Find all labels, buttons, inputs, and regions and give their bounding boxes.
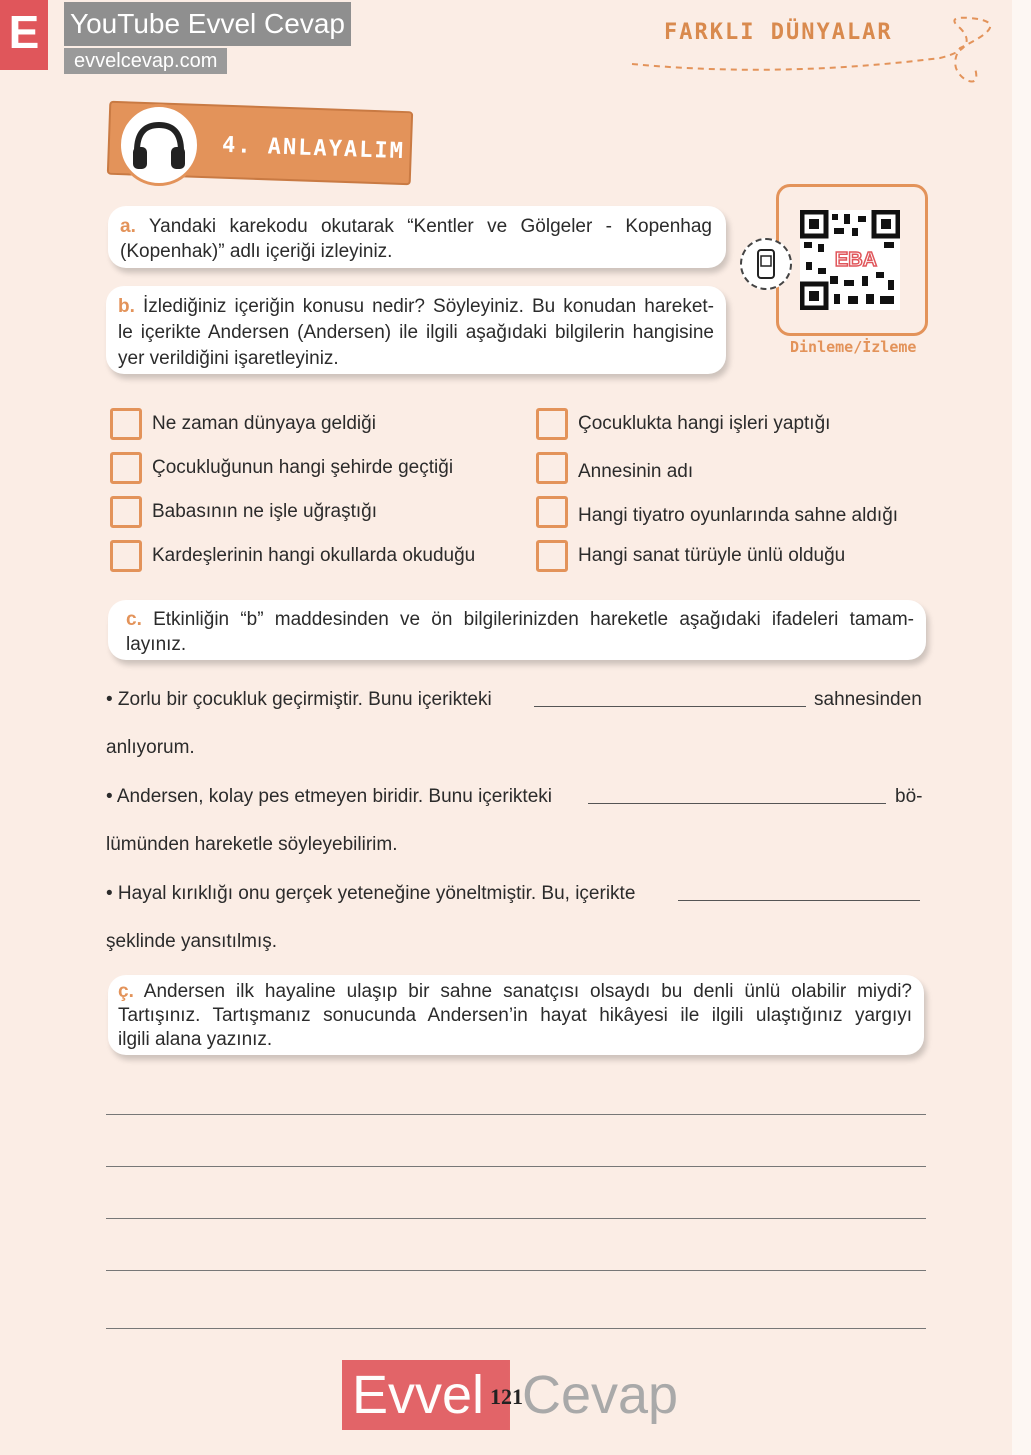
sentence-text: bö-: [895, 786, 923, 807]
instruction-text: ilgili alana yazınız.: [118, 1029, 273, 1050]
section-title: 4. ANLAYALIM: [221, 132, 406, 165]
instruction-text: Etkinliğin “b” maddesinden ve ön bilgilerinizden hareketle aşağıdaki ifadeleri tamam-: [153, 609, 915, 630]
watermark-url: evvelcevap.com: [64, 48, 227, 74]
checkbox[interactable]: [110, 496, 142, 528]
answer-line[interactable]: [106, 1270, 926, 1271]
instruction-text: Tartışınız. Tartışmanız sonucunda Andersen’in hayat hikâyesi ile ilgili ulaştığınız yargıyı: [118, 1005, 912, 1026]
watermark-title: YouTube Evvel Cevap: [64, 2, 351, 46]
checkbox-label: Çocuklukta hangi işleri yaptığı: [578, 413, 831, 434]
sentence-text: sahnesinden: [814, 689, 922, 710]
answer-line[interactable]: [106, 1166, 926, 1167]
eba-logo: EBA: [834, 249, 878, 271]
instruction-text: İzlediğiniz içeriğin konusu nedir? Söyleyiniz. Bu konudan hareket-: [142, 296, 714, 317]
answer-blank[interactable]: [678, 900, 920, 901]
watermark-bottom-right: Cevap: [522, 1365, 679, 1425]
checkbox[interactable]: [536, 452, 568, 484]
instruction-text: Yandaki karekodu okutarak “Kentler ve Gölgeler - Kopenhag: [148, 216, 712, 237]
answer-line[interactable]: [106, 1328, 926, 1329]
checkbox[interactable]: [110, 408, 142, 440]
headphones-icon: [118, 104, 200, 186]
page-number: 121: [490, 1384, 523, 1409]
item-letter: ç.: [118, 981, 134, 1002]
checkbox-label: Babasının ne işle uğraştığı: [152, 501, 377, 522]
answer-blank[interactable]: [588, 803, 886, 804]
item-letter: b.: [118, 296, 135, 317]
instruction-text: le içerikte Andersen (Andersen) ile ilgili aşağıdaki bilgilerin hangisine: [118, 322, 714, 343]
answer-line[interactable]: [106, 1114, 926, 1115]
book-title: FARKLI DÜNYALAR: [664, 20, 893, 45]
qr-code-icon[interactable]: [800, 210, 900, 310]
sentence-text: • Andersen, kolay pes etmeyen biridir. Bunu içerikteki: [106, 786, 552, 807]
checkbox[interactable]: [110, 540, 142, 572]
section-header: [108, 106, 414, 192]
sentence-text: lümünden hareketle söyleyebilirim.: [106, 834, 398, 855]
checkbox-label: Hangi sanat türüyle ünlü olduğu: [578, 545, 846, 566]
page-edge: [1012, 0, 1031, 1455]
qr-caption: Dinleme/İzleme: [790, 338, 917, 356]
checkbox[interactable]: [536, 496, 568, 528]
qr-block[interactable]: [740, 182, 930, 360]
sentence-text: • Zorlu bir çocukluk geçirmiştir. Bunu içerikteki: [106, 689, 492, 710]
checkbox[interactable]: [110, 452, 142, 484]
instruction-text: yer verildiğini işaretleyiniz.: [118, 348, 339, 369]
instruction-c: [108, 600, 926, 660]
checkbox-label: Çocukluğunun hangi şehirde geçtiği: [152, 457, 454, 478]
sentence-text: şeklinde yansıtılmış.: [106, 931, 278, 952]
watermark-logo: E: [0, 0, 48, 70]
phone-scan-icon: [740, 238, 792, 290]
sentence-text: anlıyorum.: [106, 737, 195, 758]
checkbox-label: Annesinin adı: [578, 461, 694, 482]
answer-blank[interactable]: [534, 706, 806, 707]
instruction-text: Andersen ilk hayaline ulaşıp bir sahne sanatçısı olsaydı bu denli ünlü olabilir miydi?: [143, 981, 912, 1002]
answer-line[interactable]: [106, 1218, 926, 1219]
item-letter: c.: [126, 609, 142, 630]
checkbox-label: Hangi tiyatro oyunlarında sahne aldığı: [578, 505, 899, 526]
watermark-bottom-left: Evvel: [342, 1360, 510, 1430]
item-letter: a.: [120, 216, 136, 237]
checkbox[interactable]: [536, 408, 568, 440]
instruction-text: (Kopenhak)” adlı içeriği izleyiniz.: [120, 241, 393, 262]
checkbox-label: Ne zaman dünyaya geldiği: [152, 413, 376, 434]
instruction-c-cedilla: [108, 975, 924, 1055]
instruction-b: [106, 286, 726, 374]
checkbox[interactable]: [536, 540, 568, 572]
sentence-text: • Hayal kırıklığı onu gerçek yeteneğine yöneltmiştir. Bu, içerikte: [106, 883, 636, 904]
instruction-a: [108, 206, 726, 268]
instruction-text: layınız.: [126, 634, 187, 655]
checkbox-label: Kardeşlerinin hangi okullarda okuduğu: [152, 545, 476, 566]
